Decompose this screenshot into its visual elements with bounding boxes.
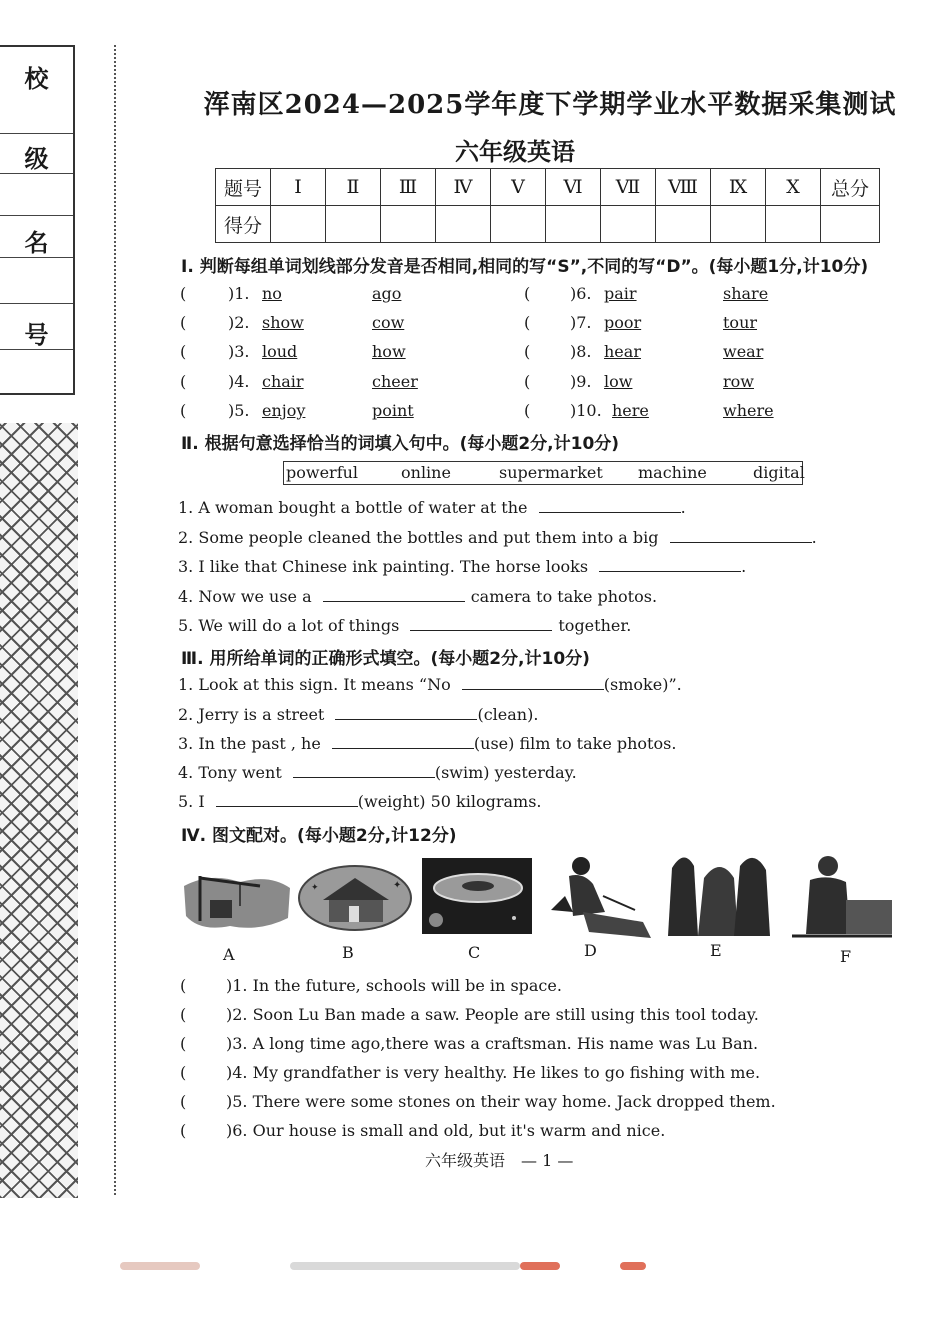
matching-item	[180, 1034, 759, 1053]
answer-blank[interactable]	[670, 528, 812, 543]
sentence-text: .	[680, 498, 686, 517]
fill-blank-item	[178, 557, 746, 576]
picture-label: B	[342, 943, 354, 962]
word-a: hear	[604, 342, 641, 361]
score-cell: Ⅶ	[601, 169, 656, 206]
item-number: )4.	[228, 372, 250, 391]
seal-dotted-line	[114, 45, 116, 1195]
matching-sentence: )6. Our house is small and old, but it's warm and nice.	[226, 1121, 666, 1140]
answer-blank[interactable]	[462, 675, 604, 690]
score-entry-cell[interactable]	[711, 206, 766, 243]
pronunciation-item	[524, 284, 769, 303]
matching-sentence: )3. A long time ago,there was a craftsman. His name was Lu Ban.	[226, 1034, 759, 1053]
answer-paren[interactable]: (	[180, 1063, 187, 1082]
sentence-text: .	[811, 528, 817, 547]
score-table	[215, 168, 880, 243]
word-form-item	[178, 763, 577, 782]
sentence-text: (weight) 50 kilograms.	[357, 792, 542, 811]
answer-blank[interactable]	[410, 616, 552, 631]
word-b: point	[372, 401, 414, 420]
binding-hatch-pattern	[0, 423, 78, 1198]
binding-info-box	[0, 45, 75, 395]
word-form-item	[178, 792, 542, 811]
side-label-number: 号	[24, 320, 49, 349]
score-cell: Ⅴ	[491, 169, 546, 206]
answer-paren[interactable]: (	[524, 401, 531, 420]
answer-blank[interactable]	[599, 557, 741, 572]
item-number: )2.	[228, 313, 250, 332]
score-cell: Ⅵ	[546, 169, 601, 206]
matching-item	[180, 976, 562, 995]
item-number: )1.	[228, 284, 250, 303]
answer-paren[interactable]: (	[180, 372, 187, 391]
word-a: here	[612, 401, 649, 420]
item-number: )9.	[570, 372, 592, 391]
word-b: cow	[372, 313, 405, 332]
answer-paren[interactable]: (	[524, 313, 531, 332]
score-cell: Ⅳ	[436, 169, 491, 206]
sentence-text: .	[741, 557, 747, 576]
section1-heading: Ⅰ. 判断每组单词划线部分发音是否相同,相同的写“S”,不同的写“D”。(每小题1分,计10分)	[181, 257, 869, 277]
fill-blank-item	[178, 528, 817, 547]
matching-item	[180, 1005, 759, 1024]
svg-text:✦: ✦	[393, 880, 402, 891]
word-b: tour	[723, 313, 758, 332]
answer-blank[interactable]	[323, 587, 465, 602]
score-entry-cell[interactable]	[656, 206, 711, 243]
word-form-item	[178, 675, 682, 694]
sentence-text: camera to take photos.	[470, 587, 658, 606]
sentence-text: 2. Jerry is a street	[178, 705, 325, 724]
word-a: pair	[604, 284, 637, 303]
score-entry-cell[interactable]	[491, 206, 546, 243]
answer-blank[interactable]	[335, 705, 477, 720]
word-b: where	[723, 401, 774, 420]
sentence-text: 4. Tony went	[178, 763, 282, 782]
pronunciation-item	[180, 284, 402, 303]
sentence-text: (smoke)”.	[603, 675, 682, 694]
word-b: how	[372, 342, 406, 361]
sentence-text: (swim) yesterday.	[434, 763, 577, 782]
word-a: loud	[262, 342, 298, 361]
sentence-text: 1. A woman bought a bottle of water at the	[178, 498, 528, 517]
sentence-text: 1. Look at this sign. It means “No	[178, 675, 451, 694]
score-table-score-row	[216, 206, 880, 243]
sentence-text: 4. Now we use a	[178, 587, 312, 606]
answer-paren[interactable]: (	[180, 1034, 187, 1053]
word-bank-item: supermarket	[499, 463, 603, 482]
score-entry-cell[interactable]	[821, 206, 880, 243]
item-number: )10.	[570, 401, 602, 420]
answer-paren[interactable]: (	[180, 976, 187, 995]
score-cell: Ⅷ	[656, 169, 711, 206]
score-entry-cell[interactable]	[326, 206, 381, 243]
word-a: chair	[262, 372, 304, 391]
picture-label: D	[584, 941, 597, 960]
matching-item	[180, 1063, 761, 1082]
picture-c-space	[422, 858, 532, 934]
score-cell: Ⅰ	[271, 169, 326, 206]
exam-subtitle: 六年级英语	[455, 137, 575, 166]
pronunciation-item	[180, 342, 406, 361]
score-cell: Ⅱ	[326, 169, 381, 206]
sentence-text: 3. I like that Chinese ink painting. The horse looks	[178, 557, 589, 576]
sentence-text: (use) film to take photos.	[473, 734, 677, 753]
score-entry-cell[interactable]	[601, 206, 656, 243]
answer-blank[interactable]	[539, 498, 681, 513]
matching-item	[180, 1092, 776, 1111]
answer-blank[interactable]	[332, 734, 474, 749]
word-bank-item: powerful	[286, 463, 359, 482]
pronunciation-item	[524, 372, 754, 391]
scan-smear	[520, 1262, 560, 1270]
side-label-class: 级	[24, 144, 49, 173]
word-bank-item: digital	[753, 463, 805, 482]
score-cell: 题号	[216, 169, 271, 206]
picture-label: A	[223, 945, 235, 964]
matching-sentence: )1. In the future, schools will be in space.	[226, 976, 562, 995]
page-footer: 六年级英语 — 1 —	[425, 1151, 574, 1170]
exam-title: 浑南区2024—2025学年度下学期学业水平数据采集测试	[203, 90, 897, 120]
score-cell: 总分	[821, 169, 880, 206]
pronunciation-item	[180, 313, 405, 332]
pronunciation-item	[524, 313, 758, 332]
section2-heading: Ⅱ. 根据句意选择恰当的词填入句中。(每小题2分,计10分)	[181, 434, 620, 454]
word-a: no	[262, 284, 282, 303]
word-form-item	[178, 734, 676, 753]
side-divider	[0, 303, 73, 304]
fill-blank-item	[178, 587, 657, 606]
side-label-name: 名	[24, 228, 49, 257]
answer-paren[interactable]: (	[524, 284, 531, 303]
fill-blank-item	[178, 616, 631, 635]
side-divider	[0, 133, 73, 134]
pronunciation-item	[524, 401, 774, 420]
answer-paren[interactable]: (	[524, 342, 531, 361]
matching-item	[180, 1121, 666, 1140]
word-a: low	[604, 372, 633, 391]
sentence-text: together.	[558, 616, 632, 635]
answer-paren[interactable]: (	[180, 401, 187, 420]
word-b: ago	[372, 284, 402, 303]
answer-paren[interactable]: (	[524, 372, 531, 391]
pronunciation-item	[180, 401, 414, 420]
score-entry-cell[interactable]	[381, 206, 436, 243]
score-label-cell: 得分	[216, 206, 271, 243]
word-b: share	[723, 284, 769, 303]
score-entry-cell[interactable]	[271, 206, 326, 243]
picture-label: C	[468, 943, 481, 962]
word-bank-item: online	[401, 463, 451, 482]
section4-heading: Ⅳ. 图文配对。(每小题2分,计12分)	[181, 826, 457, 846]
scan-smear	[620, 1262, 646, 1270]
word-bank	[283, 461, 803, 485]
answer-paren[interactable]: (	[180, 1121, 187, 1140]
sentence-text: 2. Some people cleaned the bottles and put them into a big	[178, 528, 659, 547]
item-number: )5.	[228, 401, 250, 420]
side-divider	[0, 215, 73, 216]
pronunciation-item	[180, 372, 418, 391]
scan-smear	[290, 1262, 520, 1270]
word-b: row	[723, 372, 754, 391]
score-cell: Ⅲ	[381, 169, 436, 206]
picture-label: E	[710, 941, 722, 960]
picture-label: F	[840, 947, 852, 966]
pronunciation-item	[524, 342, 764, 361]
answer-paren[interactable]: (	[180, 1005, 187, 1024]
matching-sentence: )2. Soon Lu Ban made a saw. People are still using this tool today.	[226, 1005, 759, 1024]
word-a: enjoy	[262, 401, 306, 420]
answer-blank[interactable]	[216, 792, 358, 807]
score-entry-cell[interactable]	[436, 206, 491, 243]
item-number: )8.	[570, 342, 592, 361]
picture-a-crane	[180, 866, 292, 934]
answer-paren[interactable]: (	[180, 342, 187, 361]
answer-paren[interactable]: (	[180, 1092, 187, 1111]
item-number: )6.	[570, 284, 592, 303]
matching-sentence: )4. My grandfather is very healthy. He likes to go fishing with me.	[226, 1063, 761, 1082]
answer-paren[interactable]: (	[180, 313, 187, 332]
answer-blank[interactable]	[293, 763, 435, 778]
matching-sentence: )5. There were some stones on their way home. Jack dropped them.	[226, 1092, 776, 1111]
picture-f-grandfather	[788, 850, 896, 942]
word-b: wear	[723, 342, 764, 361]
item-number: )3.	[228, 342, 250, 361]
picture-d-craftsman	[543, 852, 655, 944]
word-bank-item: machine	[638, 463, 707, 482]
word-b: cheer	[372, 372, 418, 391]
scan-smear	[120, 1262, 200, 1270]
sentence-text: 5. We will do a lot of things	[178, 616, 400, 635]
word-form-item	[178, 705, 538, 724]
svg-text:✦: ✦	[311, 883, 319, 893]
fill-blank-item	[178, 498, 686, 517]
word-a: poor	[604, 313, 642, 332]
score-entry-cell[interactable]	[546, 206, 601, 243]
sentence-text: (clean).	[477, 705, 539, 724]
word-a: show	[262, 313, 304, 332]
side-label-school: 校	[24, 64, 49, 93]
sentence-text: 3. In the past , he	[178, 734, 321, 753]
score-table-header-row	[216, 169, 880, 206]
score-cell: Ⅹ	[766, 169, 821, 206]
picture-e-trees	[664, 848, 774, 938]
score-cell: Ⅸ	[711, 169, 766, 206]
section3-heading: Ⅲ. 用所给单词的正确形式填空。(每小题2分,计10分)	[181, 649, 590, 669]
picture-b-house	[297, 862, 413, 932]
sentence-text: 5. I	[178, 792, 205, 811]
item-number: )7.	[570, 313, 592, 332]
answer-paren[interactable]: (	[180, 284, 187, 303]
score-entry-cell[interactable]	[766, 206, 821, 243]
